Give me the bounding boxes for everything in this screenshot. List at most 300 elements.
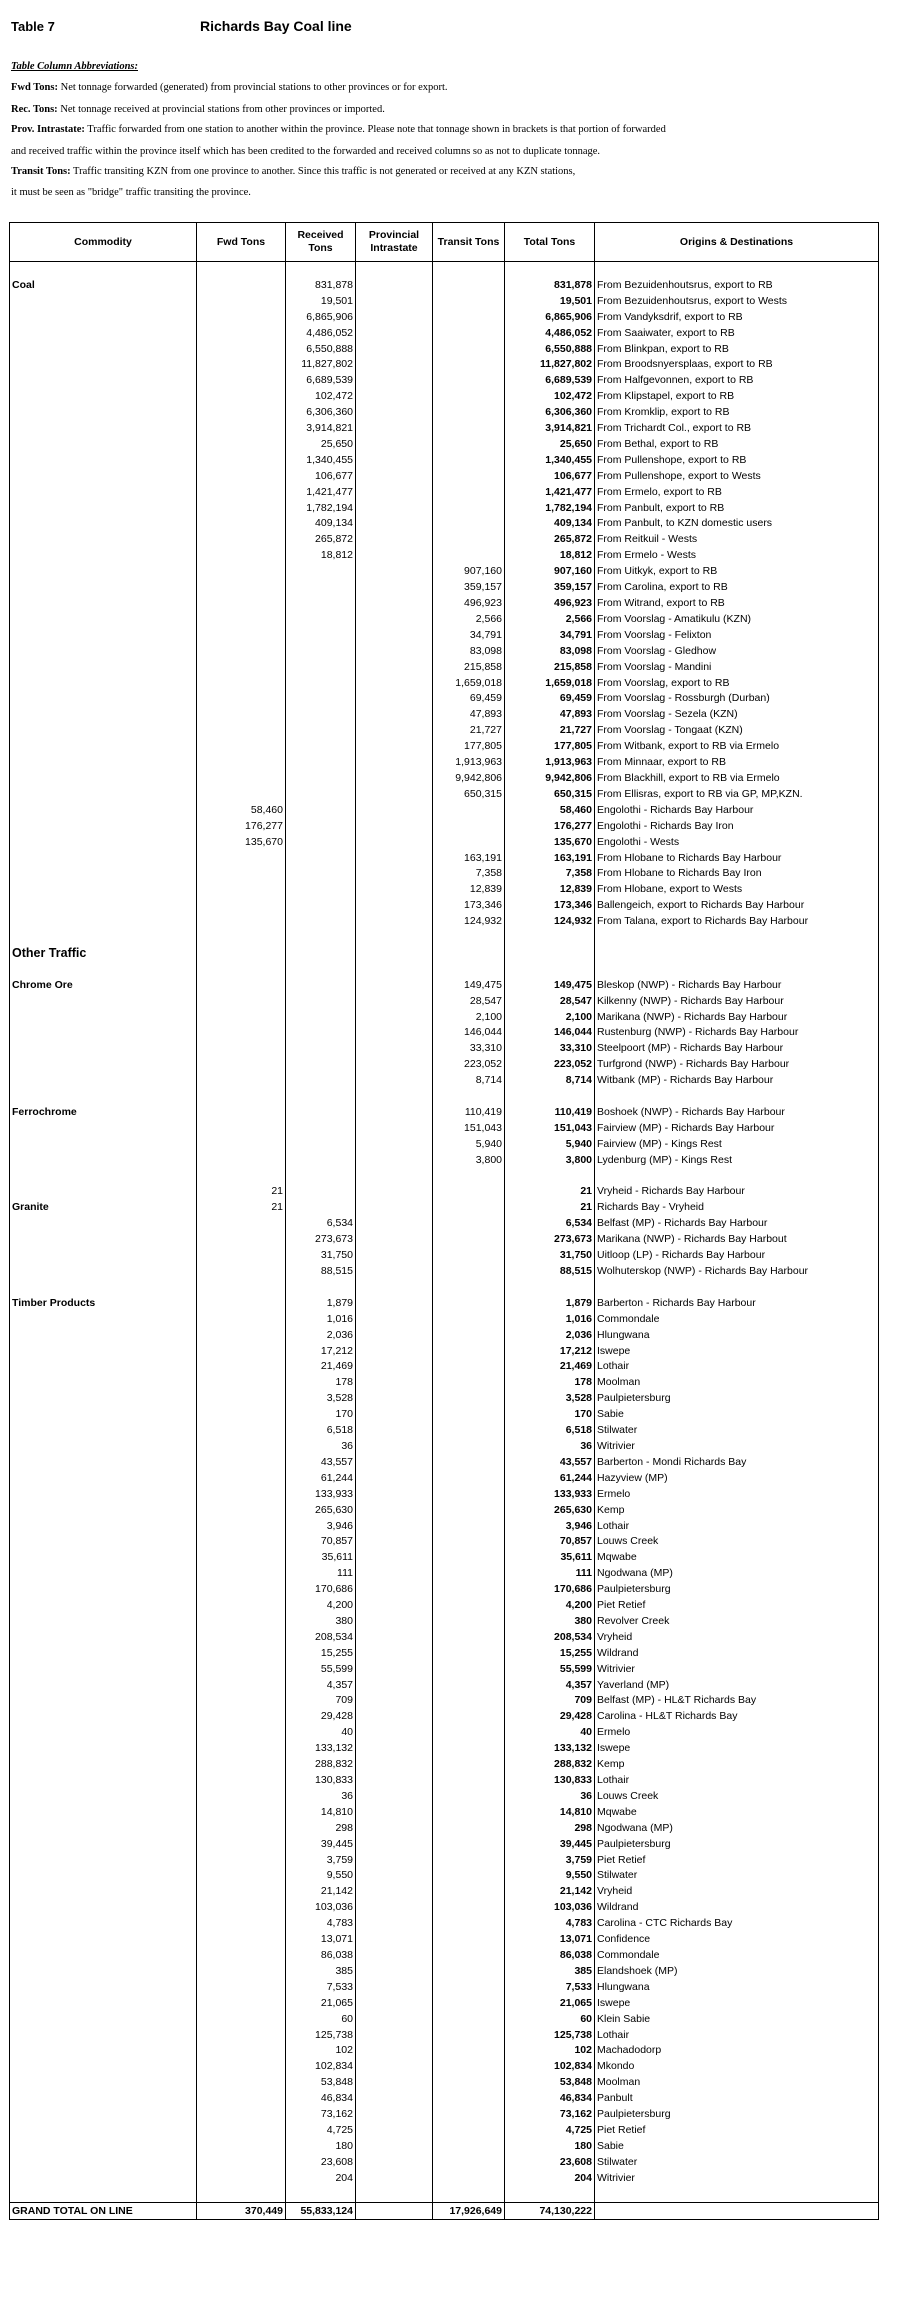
cell-transit xyxy=(433,1582,505,1598)
cell-commodity xyxy=(10,1264,197,1280)
cell-provincial xyxy=(356,1359,433,1375)
cell-transit: 2,566 xyxy=(433,612,505,628)
table-row xyxy=(10,1662,879,1678)
cell-origin: Wildrand xyxy=(595,1646,879,1662)
cell-fwd xyxy=(197,1948,286,1964)
cell-fwd xyxy=(197,1884,286,1900)
cell-provincial xyxy=(356,1884,433,1900)
cell-commodity xyxy=(10,2075,197,2091)
cell-origin: Paulpietersburg xyxy=(595,1837,879,1853)
cell-received xyxy=(286,851,356,867)
table-row xyxy=(10,707,879,723)
cell-provincial xyxy=(356,1010,433,1026)
cell-received: 53,848 xyxy=(286,2075,356,2091)
cell-total: 31,750 xyxy=(505,1248,595,1264)
abbr-rec-term: Rec. Tons: xyxy=(11,104,58,115)
cell-transit: 9,942,806 xyxy=(433,771,505,787)
table-row xyxy=(10,2107,879,2123)
cell-origin: From Voorslag, export to RB xyxy=(595,676,879,692)
cell-total: 149,475 xyxy=(505,978,595,994)
cell-total: 21,727 xyxy=(505,723,595,739)
cell-total: 103,036 xyxy=(505,1900,595,1916)
cell-commodity xyxy=(10,564,197,580)
cell-fwd xyxy=(197,596,286,612)
cell-fwd xyxy=(197,1216,286,1232)
table-row xyxy=(10,2059,879,2075)
table-row xyxy=(10,1200,879,1216)
cell-total: 6,534 xyxy=(505,1216,595,1232)
cell-commodity xyxy=(10,803,197,819)
table-row xyxy=(10,660,879,676)
table-row xyxy=(10,469,879,485)
cell-provincial xyxy=(356,278,433,294)
cell-commodity xyxy=(10,1598,197,1614)
cell-fwd xyxy=(197,1010,286,1026)
cell-origin: Richards Bay - Vryheid xyxy=(595,1200,879,1216)
cell-received xyxy=(286,2187,356,2203)
cell-commodity xyxy=(10,691,197,707)
cell-transit: 3,800 xyxy=(433,1153,505,1169)
cell-origin: Fairview (MP) - Kings Rest xyxy=(595,1137,879,1153)
cell-received: 14,810 xyxy=(286,1805,356,1821)
cell-fwd xyxy=(197,1853,286,1869)
cell-provincial xyxy=(356,930,433,946)
cell-fwd xyxy=(197,1328,286,1344)
cell-received: 6,550,888 xyxy=(286,342,356,358)
cell-origin: Rustenburg (NWP) - Richards Bay Harbour xyxy=(595,1025,879,1041)
col-commodity-header: Commodity xyxy=(10,223,197,262)
cell-origin: From Pullenshope, export to RB xyxy=(595,453,879,469)
cell-transit xyxy=(433,1264,505,1280)
cell-transit xyxy=(433,2043,505,2059)
cell-provincial xyxy=(356,1566,433,1582)
table-row xyxy=(10,1359,879,1375)
cell-transit xyxy=(433,1646,505,1662)
table-row xyxy=(10,2171,879,2187)
cell-fwd xyxy=(197,2059,286,2075)
cell-commodity xyxy=(10,1646,197,1662)
page-title: Richards Bay Coal line xyxy=(200,18,352,34)
cell-received: 6,865,906 xyxy=(286,310,356,326)
cell-provincial xyxy=(356,2012,433,2028)
cell-origin: Paulpietersburg xyxy=(595,1582,879,1598)
cell-total: 3,800 xyxy=(505,1153,595,1169)
cell-fwd xyxy=(197,2075,286,2091)
table-row xyxy=(10,516,879,532)
cell-transit: 1,913,963 xyxy=(433,755,505,771)
cell-commodity xyxy=(10,1057,197,1073)
cell-transit xyxy=(433,405,505,421)
cell-transit: 12,839 xyxy=(433,882,505,898)
cell-transit xyxy=(433,2187,505,2203)
cell-received xyxy=(286,787,356,803)
cell-total: 380 xyxy=(505,1614,595,1630)
cell-commodity xyxy=(10,2155,197,2171)
cell-fwd xyxy=(197,866,286,882)
table-row xyxy=(10,1487,879,1503)
cell-provincial xyxy=(356,882,433,898)
abbr-transit-text: Traffic transiting KZN from one province to another. Since this traffic is not generated or received at any KZN stations, xyxy=(70,166,576,177)
cell-origin xyxy=(595,946,879,962)
cell-transit: 359,157 xyxy=(433,580,505,596)
cell-commodity xyxy=(10,1248,197,1264)
cell-origin: Stilwater xyxy=(595,2155,879,2171)
col-fwd-header: Fwd Tons xyxy=(197,223,286,262)
cell-origin: Carolina - CTC Richards Bay xyxy=(595,1916,879,1932)
table-row xyxy=(10,326,879,342)
table-row xyxy=(10,1296,879,1312)
cell-total: 170,686 xyxy=(505,1582,595,1598)
cell-total: 25,650 xyxy=(505,437,595,453)
abbr-transit-line xyxy=(11,166,575,177)
table-row xyxy=(10,373,879,389)
cell-origin: Belfast (MP) - Richards Bay Harbour xyxy=(595,1216,879,1232)
cell-fwd xyxy=(197,2187,286,2203)
cell-received xyxy=(286,914,356,930)
table-row xyxy=(10,596,879,612)
cell-fwd xyxy=(197,342,286,358)
cell-provincial xyxy=(356,1964,433,1980)
cell-fwd xyxy=(197,373,286,389)
cell-received: 9,550 xyxy=(286,1868,356,1884)
cell-transit xyxy=(433,1805,505,1821)
cell-total: 215,858 xyxy=(505,660,595,676)
cell-origin: Moolman xyxy=(595,1375,879,1391)
cell-commodity xyxy=(10,501,197,517)
cell-received xyxy=(286,1089,356,1105)
cell-commodity xyxy=(10,1328,197,1344)
cell-origin: Engolothi - Richards Bay Harbour xyxy=(595,803,879,819)
cell-total: 265,630 xyxy=(505,1503,595,1519)
cell-fwd xyxy=(197,771,286,787)
cell-commodity xyxy=(10,644,197,660)
table-row xyxy=(10,835,879,851)
cell-fwd xyxy=(197,469,286,485)
cell-received: 61,244 xyxy=(286,1471,356,1487)
cell-fwd xyxy=(197,1423,286,1439)
cell-commodity xyxy=(10,453,197,469)
cell-received xyxy=(286,1200,356,1216)
cell-transit xyxy=(433,548,505,564)
cell-origin: From Carolina, export to RB xyxy=(595,580,879,596)
table-row xyxy=(10,294,879,310)
cell-total: 102,834 xyxy=(505,2059,595,2075)
cell-transit: 69,459 xyxy=(433,691,505,707)
cell-origin: From Voorslag - Felixton xyxy=(595,628,879,644)
cell-fwd xyxy=(197,946,286,962)
cell-fwd: 135,670 xyxy=(197,835,286,851)
cell-received: 36 xyxy=(286,1439,356,1455)
cell-transit xyxy=(433,1089,505,1105)
cell-transit: 47,893 xyxy=(433,707,505,723)
abbr-transit-term: Transit Tons: xyxy=(11,166,71,177)
cell-transit xyxy=(433,1964,505,1980)
table-row xyxy=(10,405,879,421)
cell-origin: Commondale xyxy=(595,1948,879,1964)
cell-transit xyxy=(433,1916,505,1932)
table-row xyxy=(10,1948,879,1964)
cell-total: 5,940 xyxy=(505,1137,595,1153)
cell-commodity xyxy=(10,1805,197,1821)
table-row xyxy=(10,1582,879,1598)
cell-provincial xyxy=(356,1169,433,1185)
cell-origin: Ermelo xyxy=(595,1487,879,1503)
table-row xyxy=(10,389,879,405)
cell-fwd xyxy=(197,2155,286,2171)
cell-origin: Witrivier xyxy=(595,1662,879,1678)
cell-received xyxy=(286,580,356,596)
cell-origin: Engolothi - Wests xyxy=(595,835,879,851)
cell-commodity xyxy=(10,1423,197,1439)
table-row xyxy=(10,787,879,803)
cell-commodity xyxy=(10,2123,197,2139)
table-row xyxy=(10,2123,879,2139)
table-row xyxy=(10,1678,879,1694)
cell-received: 3,914,821 xyxy=(286,421,356,437)
cell-transit xyxy=(433,2123,505,2139)
table-number: Table 7 xyxy=(11,19,55,34)
table-row xyxy=(10,1709,879,1725)
table-row xyxy=(10,1693,879,1709)
cell-total: 34,791 xyxy=(505,628,595,644)
table-row xyxy=(10,1153,879,1169)
cell-fwd xyxy=(197,262,286,278)
cell-transit xyxy=(433,532,505,548)
cell-provincial xyxy=(356,866,433,882)
cell-provincial xyxy=(356,1709,433,1725)
cell-fwd xyxy=(197,2139,286,2155)
cell-received: 4,783 xyxy=(286,1916,356,1932)
cell-provincial xyxy=(356,326,433,342)
cell-fwd xyxy=(197,310,286,326)
cell-provincial xyxy=(356,485,433,501)
table-row xyxy=(10,2028,879,2044)
cell-provincial xyxy=(356,405,433,421)
cell-origin: Lothair xyxy=(595,1359,879,1375)
table-row xyxy=(10,1996,879,2012)
cell-fwd xyxy=(197,930,286,946)
table-row xyxy=(10,437,879,453)
cell-transit xyxy=(433,1821,505,1837)
table-row xyxy=(10,2075,879,2091)
cell-transit: 149,475 xyxy=(433,978,505,994)
cell-total: 33,310 xyxy=(505,1041,595,1057)
cell-received: 29,428 xyxy=(286,1709,356,1725)
cell-fwd xyxy=(197,485,286,501)
cell-transit: 21,727 xyxy=(433,723,505,739)
cell-total: 4,200 xyxy=(505,1598,595,1614)
cell-fwd xyxy=(197,1900,286,1916)
cell-origin: Panbult xyxy=(595,2091,879,2107)
cell-commodity xyxy=(10,469,197,485)
cell-provincial xyxy=(356,1519,433,1535)
cell-origin: Piet Retief xyxy=(595,2123,879,2139)
cell-fwd xyxy=(197,787,286,803)
cell-origin: From Ermelo - Wests xyxy=(595,548,879,564)
abbr-transit-line-2: it must be seen as "bridge" traffic transiting the province. xyxy=(11,187,251,198)
cell-total: 21 xyxy=(505,1200,595,1216)
cell-provincial xyxy=(356,1041,433,1057)
cell-fwd xyxy=(197,1025,286,1041)
cell-received: 102 xyxy=(286,2043,356,2059)
cell-transit xyxy=(433,1232,505,1248)
cell-origin: Marikana (NWP) - Richards Bay Harbour xyxy=(595,1010,879,1026)
table-row xyxy=(10,930,879,946)
cell-received: 13,071 xyxy=(286,1932,356,1948)
cell-received: 125,738 xyxy=(286,2028,356,2044)
table-row xyxy=(10,739,879,755)
cell-origin: From Trichardt Col., export to RB xyxy=(595,421,879,437)
cell-received: 60 xyxy=(286,2012,356,2028)
cell-fwd xyxy=(197,1359,286,1375)
table-row xyxy=(10,1073,879,1089)
cell-origin: Fairview (MP) - Richards Bay Harbour xyxy=(595,1121,879,1137)
cell-commodity xyxy=(10,1010,197,1026)
cell-total: 6,689,539 xyxy=(505,373,595,389)
cell-provincial xyxy=(356,2107,433,2123)
cell-total: 53,848 xyxy=(505,2075,595,2091)
cell-provincial xyxy=(356,1582,433,1598)
cell-commodity xyxy=(10,676,197,692)
table-row xyxy=(10,1757,879,1773)
cell-commodity xyxy=(10,1391,197,1407)
cell-commodity: Chrome Ore xyxy=(10,978,197,994)
cell-fwd xyxy=(197,1741,286,1757)
table-row xyxy=(10,946,879,962)
cell-received: 35,611 xyxy=(286,1550,356,1566)
cell-total xyxy=(505,930,595,946)
cell-transit xyxy=(433,1614,505,1630)
cell-transit xyxy=(433,1200,505,1216)
cell-transit xyxy=(433,803,505,819)
cell-commodity xyxy=(10,914,197,930)
cell-commodity xyxy=(10,357,197,373)
cell-fwd xyxy=(197,1868,286,1884)
cell-commodity xyxy=(10,326,197,342)
table-row xyxy=(10,1057,879,1073)
cell-provincial xyxy=(356,612,433,628)
table-row xyxy=(10,866,879,882)
cell-transit xyxy=(433,2091,505,2107)
cell-received: 288,832 xyxy=(286,1757,356,1773)
cell-provincial xyxy=(356,2139,433,2155)
cell-total: 86,038 xyxy=(505,1948,595,1964)
cell-origin: Kemp xyxy=(595,1757,879,1773)
cell-provincial xyxy=(356,453,433,469)
cell-fwd xyxy=(197,978,286,994)
cell-commodity xyxy=(10,930,197,946)
cell-total: 204 xyxy=(505,2171,595,2187)
cell-transit xyxy=(433,1630,505,1646)
table-row xyxy=(10,357,879,373)
cell-total: 709 xyxy=(505,1693,595,1709)
cell-transit xyxy=(433,1853,505,1869)
abbr-rec-line xyxy=(11,104,385,115)
cell-commodity xyxy=(10,596,197,612)
cell-total: 2,036 xyxy=(505,1328,595,1344)
cell-fwd xyxy=(197,2171,286,2187)
cell-received: 88,515 xyxy=(286,1264,356,1280)
cell-fwd xyxy=(197,1709,286,1725)
cell-received: 4,486,052 xyxy=(286,326,356,342)
cell-received xyxy=(286,676,356,692)
cell-transit xyxy=(433,453,505,469)
cell-transit xyxy=(433,1391,505,1407)
grand-total-origins xyxy=(595,2203,879,2220)
cell-origin: From Ermelo, export to RB xyxy=(595,485,879,501)
grand-total-row xyxy=(10,2203,879,2220)
cell-commodity xyxy=(10,1169,197,1185)
cell-commodity xyxy=(10,1455,197,1471)
cell-origin: From Bethal, export to RB xyxy=(595,437,879,453)
cell-commodity xyxy=(10,1232,197,1248)
abbr-prov-text: Traffic forwarded from one station to another within the province. Please note that tonnage shown in brackets is that portion of forwarded xyxy=(84,124,666,135)
cell-origin: From Bezuidenhoutsrus, export to RB xyxy=(595,278,879,294)
cell-total: 61,244 xyxy=(505,1471,595,1487)
cell-total: 176,277 xyxy=(505,819,595,835)
cell-total: 2,100 xyxy=(505,1010,595,1026)
cell-received: 130,833 xyxy=(286,1773,356,1789)
cell-origin: From Uitkyk, export to RB xyxy=(595,564,879,580)
cell-transit xyxy=(433,1407,505,1423)
cell-fwd xyxy=(197,660,286,676)
cell-provincial xyxy=(356,1821,433,1837)
table-row xyxy=(10,1932,879,1948)
cell-origin: Confidence xyxy=(595,1932,879,1948)
cell-total: 111 xyxy=(505,1566,595,1582)
cell-fwd xyxy=(197,1391,286,1407)
cell-total: 4,486,052 xyxy=(505,326,595,342)
cell-total: 39,445 xyxy=(505,1837,595,1853)
cell-received: 170,686 xyxy=(286,1582,356,1598)
cell-total: 177,805 xyxy=(505,739,595,755)
table-row xyxy=(10,1105,879,1121)
cell-total: 133,933 xyxy=(505,1487,595,1503)
cell-fwd xyxy=(197,548,286,564)
cell-fwd xyxy=(197,1725,286,1741)
cell-transit xyxy=(433,1375,505,1391)
cell-transit: 146,044 xyxy=(433,1025,505,1041)
cell-origin: Hazyview (MP) xyxy=(595,1471,879,1487)
cell-origin: Uitloop (LP) - Richards Bay Harbour xyxy=(595,1248,879,1264)
cell-provincial xyxy=(356,2043,433,2059)
table-row xyxy=(10,1312,879,1328)
cell-provincial xyxy=(356,1089,433,1105)
cell-fwd xyxy=(197,1837,286,1853)
cell-fwd xyxy=(197,1137,286,1153)
cell-received xyxy=(286,835,356,851)
cell-transit xyxy=(433,1184,505,1200)
cell-commodity xyxy=(10,739,197,755)
table-row xyxy=(10,1041,879,1057)
cell-origin: Yaverland (MP) xyxy=(595,1678,879,1694)
table-row xyxy=(10,564,879,580)
table-row xyxy=(10,1805,879,1821)
cell-transit: 650,315 xyxy=(433,787,505,803)
cell-provincial xyxy=(356,962,433,978)
cell-transit xyxy=(433,962,505,978)
table-row xyxy=(10,1184,879,1200)
cell-commodity xyxy=(10,1916,197,1932)
cell-fwd xyxy=(197,914,286,930)
cell-origin: Paulpietersburg xyxy=(595,1391,879,1407)
cell-commodity xyxy=(10,516,197,532)
cell-commodity xyxy=(10,1853,197,1869)
table-row xyxy=(10,1646,879,1662)
abbreviations-heading: Table Column Abbreviations: xyxy=(11,61,138,72)
cell-provincial xyxy=(356,691,433,707)
cell-fwd xyxy=(197,1487,286,1503)
